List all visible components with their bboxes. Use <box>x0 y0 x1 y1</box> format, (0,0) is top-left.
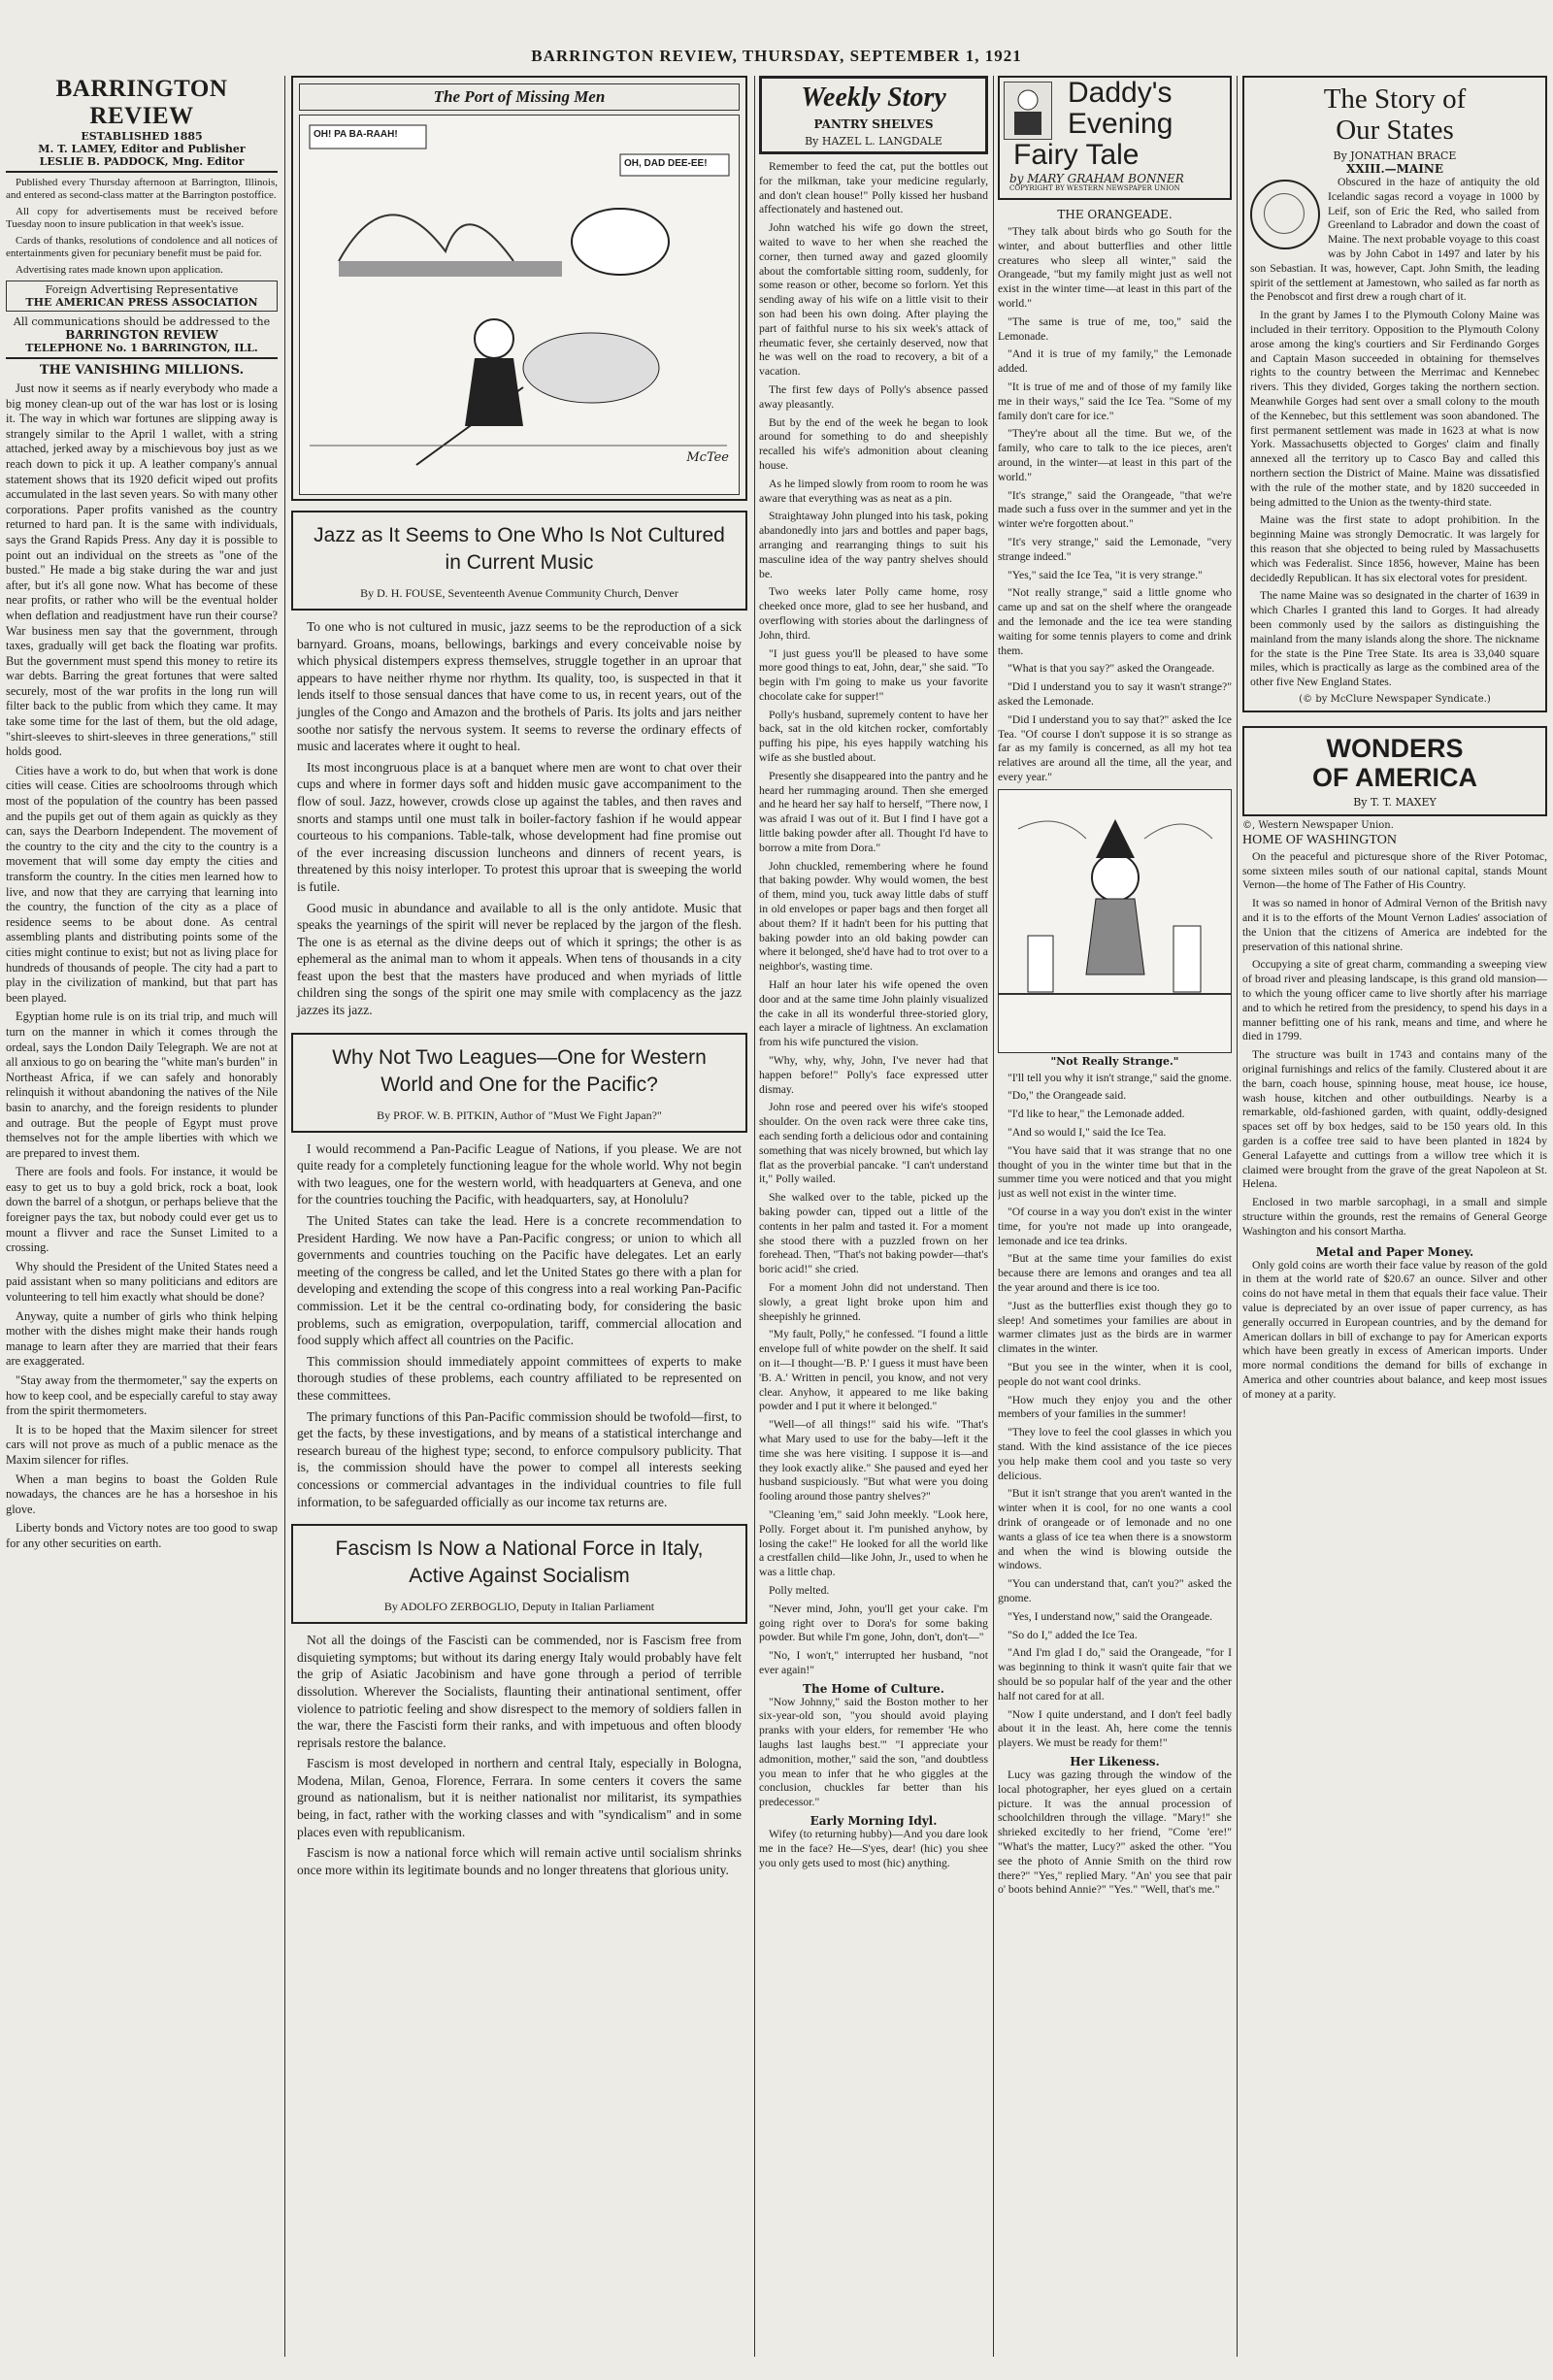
editorial-body <box>6 381 278 1552</box>
states-title-1: The Story of <box>1323 83 1467 115</box>
leagues-article-title: Why Not Two Leagues—One for Western World and One for the Pacific? <box>332 1045 707 1096</box>
paragraph: Just now it seems as if nearly everybody who made a big money clean-up out of the war has lost or is losing it. The way in which war fortunes are slipping away is strangely similar to the April 1 wallet, with a string attached, jerked away by a mischievous boy just as we reach down to pick it up. A leather company's annual statement shows that its 1920 deficit wiped out profits accumulated in the last seven years. So with many other corporations. Paper profits vanished as the country returned to hard pan. It is the same with individuals, says the Grand Rapids Press. Any day it is possible to point out an individual on the streets as "one of the busted." He made a big stake during the war and just after, but it's all gone now. What has become of these near profits, or rather who will be the eventual holder when deflation and readjustment have run their course? War business men say that the government, through taxes, gradually will get back the floating war profits. But the government must spend this money to retire its war debts. Barring the great fortunes that were salted securely, most of the war profits in the long run will filter back to the public from which they came. It may take some time for the last of them, but the old adage, "shirt-sleeves to shirt-sleeves in three generations," still holds good. <box>6 381 278 759</box>
paragraph: The United States can take the lead. Here is a concrete recommendation to President Harding. We now have a Pan-Pacific congress; or union to which all governments and countries touching on the Pacific have delegates. Let an early meeting of the congress be called, and let the United States go there with a plan for developing and extending the scope of this congress into a real working Pan-Pacific commission. Let it be the central co-ordinating body, for considering the basic problems, such as emigration, overpopulation, tariff, commercial allocation and food supply which affect all countries on the Pacific. <box>297 1213 742 1348</box>
comic-title: The Port of Missing Men <box>299 83 740 111</box>
paragraph: "What is that you say?" asked the Orangeade. <box>1008 662 1215 676</box>
established-line: ESTABLISHED 1885 <box>81 130 203 143</box>
editor-line: M. T. LAMEY, Editor and Publisher <box>38 143 246 155</box>
early-morning-text: Wifey (to returning hubby)—And you dare look me in the face? He—S'yes, dear! (hic) you shee you only gets used to most (hic) anything. <box>759 1828 988 1869</box>
rates-notice: Advertising rates made known upon application. <box>16 264 223 276</box>
fascism-article-body <box>297 1632 742 1878</box>
states-syndicate: (© by McClure Newspaper Syndicate.) <box>1299 693 1491 705</box>
fairy-tale-title-1: Daddy's <box>1068 77 1173 109</box>
paragraph: "And I'm glad I do," said the Orangeade, "for I was beginning to think it wasn't quite fair that we should be so popular half of the year and the other half not cared for at all. <box>998 1646 1232 1702</box>
paragraph: "You can understand that, can't you?" asked the gnome. <box>998 1577 1232 1604</box>
paragraph: "And so would I," said the Ice Tea. <box>1008 1126 1167 1140</box>
comic-signature: McTee <box>686 450 729 465</box>
orangeade-body-1 <box>998 225 1232 785</box>
paragraph: "Well—of all things!" said his wife. "That's what Mary used to use for the baby—left it the time she was here visiting. I suppose it is—and they look exactly alike." She paused and eyed her husband suspiciously. "But what were you doing fooling around those pantry shelves?" <box>759 1418 988 1504</box>
fairy-tale-header <box>998 76 1232 200</box>
foreign-rep-name: THE AMERICAN PRESS ASSOCIATION <box>25 296 258 309</box>
metal-money-text: Only gold coins are worth their face value by reason of the gold in them at the world rate of $20.67 an ounce. Silver and other coins do not have metal in them that equals their face value. Their value is depreciated by an over issue of paper currency, as has generally occurred in European countries, and by the demand for American dollars in bill of exchange to pay for American exports which have been greatly in excess of American imports. Under more normal conditions the demand for bills of exchange in America and other countries about balance, and keep most issues of money at a parity. <box>1242 1258 1547 1401</box>
states-byline: By JONATHAN BRACE <box>1333 149 1457 162</box>
paragraph: Remember to feed the cat, put the bottles out for the milkman, take your medicine regularly, and don't clean house!" Polly kissed her husband affectionately and hastened out. <box>759 160 988 216</box>
paragraph: To one who is not cultured in music, jazz seems to be the reproduction of a sick barnyard. Groans, moans, bellowings, barkings and every conceivable noise by which physical distempers express themselves, struggle together in an uproar that appears to have neither rhyme nor rhythm. Its quality, too, is suspected in that it lends itself to those sensual dances that have come to us, in recent years, out of the jungles of the Congo and Amazon and the brothels of Paris. Its jolts and jars neither soothe nor satisfy the nervous system. It seems to reverse the ordinary effects of music and lacerates where it ought to heal. <box>297 619 742 754</box>
weekly-story-subtitle: PANTRY SHELVES <box>813 117 934 131</box>
paragraph: "Yes, I understand now," said the Orangeade. <box>1008 1609 1213 1623</box>
paragraph: As he limped slowly from room to room he was aware that everything was as neat as a pin. <box>759 477 988 505</box>
fascism-article-title: Fascism Is Now a National Force in Italy, Active Against Socialism <box>335 1537 704 1588</box>
paragraph: Liberty bonds and Victory notes are too good to swap for any other securities on earth. <box>6 1521 278 1550</box>
paragraph: "The same is true of me, too," said the Lemonade. <box>998 314 1232 343</box>
paragraph: "Why, why, why, John, I've never had that happen before!" Polly's face expressed utter dismay. <box>759 1054 988 1096</box>
paragraph: Its most incongruous place is at a banquet where men are wont to chat over their cups and where in former days soft and hidden music gave accompaniment to the flow of soul. Jazz, however, crowds close up against the tables, and then raves and snorts and stamps until one must talk in boiler-factory fashion if he would appear courteous to his companions. Table-talk, whose development had fine promise out of the ever increasing discussion luncheons and dinners of recent years, is threatened by this noisy interloper. To protest this uproar that is sweeping the world is futile. <box>297 759 742 894</box>
comic-panel <box>291 76 747 501</box>
paragraph: "I'd like to hear," the Lemonade added. <box>1008 1107 1185 1121</box>
leagues-article-title-box <box>291 1033 747 1133</box>
gnome-illustration <box>998 789 1232 1053</box>
maine-seal-icon <box>1250 180 1320 249</box>
paragraph: Two weeks later Polly came home, rosy cheeked once more, glad to see her husband, and overflowing with stories about the darlingness of John, third. <box>759 585 988 642</box>
paragraph: "Not really strange," said a little gnome who came up and sat on the shelf where the orangeade and the lemonade and the ice tea were standing waiting for some tennis players to come and drink them. <box>998 586 1232 657</box>
column-rule <box>754 76 755 2357</box>
wonders-title-2: OF AMERICA <box>1312 762 1477 792</box>
address-name: BARRINGTON REVIEW <box>65 328 218 342</box>
paragraph: "Just as the butterflies exist though they go to sleep! And sometimes your families are about in warmer climates just as the birds are in warmer climates in the winter. <box>998 1299 1232 1356</box>
paragraph: Cities have a work to do, but when that work is done cities will cease. Cities are schoolrooms through which most of the population of the country has been passed and the pupils get out of them again as quickly as they can, says the Dearborn Independent. The movement of the country to the city and the city to the country is a movement that will some day empty the cities and transform the country. In the cities men learned how to live, and now that they are carrying that learning into the country, the function of the city as a place of residence seems to be about done. As central assembling plants and distributing points some of the cities might continue to exist; but not as living place for hundreds of thousands of people. The city had a part to play in the civilization of mankind, but that part has been played. <box>6 763 278 1005</box>
her-likeness-title: Her Likeness. <box>1070 1754 1160 1768</box>
fascism-article-title-box <box>291 1524 747 1624</box>
paragraph: The first few days of Polly's absence passed away pleasantly. <box>759 382 988 411</box>
paragraph: "They talk about birds who go South for the winter, and about butterflies and other little creatures who sleep all winter," said the Orangeade, "but my family might just as well not exist in the winter time—at least in this part of the world." <box>998 225 1232 310</box>
paragraph: It was so named in honor of Admiral Vernon of the British navy and it is to the efforts of the Mount Vernon Ladies' association of the Union that the citizens of America are indebted for the preservation of this national shrine. <box>1242 897 1547 953</box>
editorial-title: THE VANISHING MILLIONS. <box>39 363 245 378</box>
paragraph: "Of course in a way you don't exist in the winter time, for you're not made up into orangeade, lemonade and ice tea drinks. <box>998 1206 1232 1247</box>
paragraph: "Do," the Orangeade said. <box>1008 1089 1127 1103</box>
paragraph: "It's very strange," said the Lemonade, "very strange indeed." <box>998 535 1232 563</box>
running-head: BARRINGTON REVIEW, THURSDAY, SEPTEMBER 1, 1921 <box>531 47 1022 65</box>
paragraph: Anyway, quite a number of girls who think helping mother with the dishes might make their hands rough manage to learn after they are married that their fears are exaggerated. <box>6 1308 278 1369</box>
jazz-article-byline: By D. H. FOUSE, Seventeenth Avenue Community Church, Denver <box>360 586 678 600</box>
paragraph: Egyptian home rule is on its trial trip, and much will turn on the manner in which it comes through the ordeal, says the London Daily Telegraph. We are not at all anxious to go on bearing the "white man's burden" in Northeast Africa, if we can safely and honorably relinquish it without abandoning the natives of the Nile basin to anarchy, and the foreign residents to plunder and outrage. But the people of Egypt must prove themselves not for the ample liberties with which we are prepared to invest them. <box>6 1009 278 1160</box>
reader-icon <box>1004 82 1052 140</box>
paragraph: "But it isn't strange that you aren't wanted in the winter when it is cool, for no one wants a cool drink of orangeade or of lemonade and no one wants a glass of ice tea when there is a snowstorm and when the wind is blowing outside the windows. <box>998 1487 1232 1572</box>
paragraph: John rose and peered over his wife's stooped shoulder. On the oven rack were three cake tins, each sending forth a delicious odor and containing something that was nicely browned, but which lay flat as the proverbial pancake. "I can't understand it," Polly wailed. <box>759 1101 988 1186</box>
column-weekly-story <box>759 76 988 2357</box>
paragraph: On the peaceful and picturesque shore of the River Potomac, some sixteen miles south of our national capital, stands Mount Vernon—the home of The Father of His Country. <box>1242 849 1547 892</box>
jazz-article-title-box <box>291 511 747 611</box>
column-rule <box>284 76 285 2357</box>
paragraph: Maine was the first state to adopt prohibition. In the beginning Maine was strongly Democratic. It was largely for this reason that she objected to being ruled by Massachusetts which was Federalist. Since 1856, however, Maine has been decidedly Republican. It has six electoral votes for president. <box>1250 513 1539 584</box>
paragraph: John chuckled, remembering where he found that baking powder. Why would women, the best of them, mind you, tuck away little dabs of stuff in old envelopes or paper bags and then forget all about them? If it hadn't been for his putting that baking powder into an old baking powder can where it belonged, she'd have had to trot over to a neighbor's, wasting time. <box>759 859 988 974</box>
weekly-story-header <box>759 76 988 154</box>
paragraph: Polly melted. <box>769 1583 830 1597</box>
leagues-article-byline: By PROF. W. B. PITKIN, Author of "Must We Fight Japan?" <box>377 1107 662 1122</box>
paragraph: "You have said that it was strange that no one thought of you in the winter time but that in the summer time you were noticed and that you might just as well not exist in the winter time. <box>998 1143 1232 1201</box>
her-likeness-text: Lucy was gazing through the window of the local photographer, her eyes glued on a certain picture. It was the annual procession of schoolchildren through the village. "Mary!" she shrieked excitedly to her friend, "Come 'ere!" "What's the matter, Lucy?" asked the other. "You see the photo of Annie Smith on the third row there?" "Yes," replied Mary. "An' you see that pair o' boots behind Annie?" "Yes." "Well, that's me." <box>998 1768 1232 1897</box>
paragraph: Half an hour later his wife opened the oven door and at the same time John plainly visualized the cake in all its wonderful three-storied glory, each layer a miracle of lightness. An exclamation from his wife punctured the vision. <box>759 978 988 1049</box>
wonders-body <box>1242 850 1547 1240</box>
metal-money-title: Metal and Paper Money. <box>1315 1244 1474 1259</box>
comic-bubble-right: OH, DAD DEE-EE! <box>624 158 708 169</box>
paragraph: Fascism is now a national force which will remain active until socialism shrinks once more within its legitimate bounds and no longer threatens that glorious unity. <box>297 1845 742 1877</box>
paragraph: I would recommend a Pan-Pacific League of Nations, if you please. We are not quite ready for a completely functioning league for the whole world. Why not begin with two leagues, one for the western world, with headquarters at Geneva, and one for the countries touching the Pacific, with headquarters, say, at Honolulu? <box>297 1140 742 1207</box>
early-morning-title: Early Morning Idyl. <box>810 1814 938 1829</box>
paragraph: "But you see in the winter, when it is cool, people do not want cool drinks. <box>998 1361 1232 1388</box>
column-rule <box>993 76 994 2357</box>
gnome-drawing <box>999 790 1231 1052</box>
paragraph: When a man begins to boast the Golden Rule nowadays, the chances are he has a horseshoe in his glove. <box>6 1471 278 1516</box>
paragraph: Enclosed in two marble sarcophagi, in a small and simple structure within the grounds, rest the remains of General George Washington and his consort Martha. <box>1242 1196 1547 1238</box>
paragraph: It is to be hoped that the Maxim silencer for street cars will not prove as much of a public menace as the Maxim silencer for rifles. <box>6 1422 278 1467</box>
column-masthead <box>6 76 278 2357</box>
gnome-caption: "Not Really Strange." <box>1050 1054 1179 1068</box>
manager-line: LESLIE B. PADDOCK, Mng. Editor <box>6 155 278 173</box>
paragraph: Occupying a site of great charm, commanding a sweeping view of broad river and pleasing landscape, is this grand old mansion—to which the young officer came to live shortly after his marriage and to which he retired from the presidency, to spend his days in a manner befitting one of his rank, means and time, and where he died in 1799. <box>1242 958 1547 1043</box>
leagues-article-body <box>297 1140 742 1510</box>
paragraph: This commission should immediately appoint committees of experts to make thorough studies of these problems, each country affiliated to be represented on these committees. <box>297 1353 742 1403</box>
fairy-tale-byline: by MARY GRAHAM BONNER <box>1009 172 1184 185</box>
column-rule <box>1237 76 1238 2357</box>
paragraph: "And it is true of my family," the Lemonade added. <box>998 347 1232 376</box>
paragraph: For a moment John did not understand. Then slowly, a great light broke upon him and sheepishly he grinned. <box>759 1280 988 1323</box>
fairy-tale-copyright: COPYRIGHT BY WESTERN NEWSPAPER UNION <box>1009 184 1180 192</box>
states-chapter: XXIII.—MAINE <box>1346 162 1443 176</box>
paragraph: Straightaway John plunged into his task, poking abandonedly into jars and bottles and paper bags, arranging and rearranging things to suit his masculine idea of the way pantry shelves should be. <box>759 510 988 580</box>
paragraph: Good music in abundance and available to all is the only antidote. Music that speaks the yearnings of the spirit will never be replaced by the jargon of the flesh. The one is as eternal as the divine deeps out of which it springs; the other is as ephemeral as the animal man to whom it appeals. When tens of thousands in a city feast upon the best that the masters have produced and when myriads of little children sing the songs of the spirit one may smile with complacency as the jazz jazzes its jazz. <box>297 900 742 1018</box>
weekly-story-title: Weekly Story <box>801 83 946 113</box>
cards-notice: Cards of thanks, resolutions of condolence and all notices of entertainments given for pecuniary benefit must be paid for. <box>6 235 278 259</box>
states-title-2: Our States <box>1336 115 1454 146</box>
jazz-article-body <box>297 618 742 1019</box>
comic-bubble-left: OH! PA BA-RAAH! <box>314 129 398 140</box>
maine-story-body <box>1250 176 1539 690</box>
orangeade-body-2 <box>998 1072 1232 1751</box>
foreign-rep-label: Foreign Advertising Representative <box>45 283 239 296</box>
paragraph: "Yes," said the Ice Tea, "it is very strange." <box>1008 568 1203 581</box>
paragraph: Obscured in the haze of antiquity the old Icelandic sagas record a voyage in 1000 by Leif, son of Eric the Red, who sailed from Greenland to Labrador and down the coast of Maine. The next probable voyage to this coast was by John Cabot in 1497 and later by his son Sebastian. It was, however, Capt. John Smith, the leading spirit of the settlement at Jamestown, who sailed as far north as the Penobscot and first drew a rough chart of it. <box>1250 176 1539 304</box>
paragraph: But by the end of the week he began to look around for something to do and sheepishly recalled his wife's admonition about cleaning house. <box>759 415 988 472</box>
wonders-byline: By T. T. MAXEY <box>1353 795 1437 809</box>
jazz-article-title: Jazz as It Seems to One Who Is Not Cultured in Current Music <box>314 524 725 574</box>
paragraph: "Stay away from the thermometer," say the experts on how to keep cool, and be especially careful to stay away from the spirit thermometers. <box>6 1373 278 1418</box>
fascism-article-byline: By ADOLFO ZERBOGLIO, Deputy in Italian Parliament <box>383 1600 655 1614</box>
wonders-title-1: WONDERS <box>1326 733 1464 763</box>
foreign-rep-box <box>6 281 278 312</box>
paragraph: In the grant by James I to the Plymouth Colony Maine was included in their territory. Opposition to the Plymouth Colony arose among the king's courtiers and Sir Ferdinando Gorges and Captain Mason succeeded in obtaining for themselves rights to the country between the Merrimac and Kennebec rivers. This they divided, Gorges taking the northern section. Meanwhile Gorges had sent over a small colony to the mouth of the Kennebec, but this settlement was soon abandoned. The first permanent settlement was made in 1623 at what is now York. Massachusetts objected to Gorges' claim and finally annexed all the territory up to Casco Bay and called this northern section the District of Maine. Maine was dissatisfied with the rule of the mother state, and by 1820 succeeded in being admitted to the Union as the twenty-third state. <box>1250 309 1539 509</box>
paragraph: "Never mind, John, you'll get your cake. I'm going right over to Dora's for some baking powder. But while I'm gone, John, don't, don't—" <box>759 1602 988 1644</box>
weekly-story-body <box>759 160 988 1678</box>
column-states <box>1242 76 1547 2357</box>
paragraph: Fascism is most developed in northern and central Italy, especially in Bologna, Modena, Milan, Genoa, Florence, Ferrara. In some centers it covers the same ground as nationalism, but it is neither nationalist nor militarist, its sympathies being, in fact, rather with the working classes and with "syndicalism" and in some places even with republicanism. <box>297 1756 742 1839</box>
paragraph: "Did I understand you to say it wasn't strange?" asked the Lemonade. <box>998 680 1232 708</box>
comic-drawing <box>300 116 740 494</box>
paragraph: Polly's husband, supremely content to have her back, sat in the old kitchen rocker, comfortably puffing his pipe, his eyes happily watching his wife as she bustled about. <box>759 708 988 765</box>
paragraph: "It's strange," said the Orangeade, "that we're made such a fuss over in the summer and yet in the winter we're forgotten about." <box>998 488 1232 531</box>
paragraph: "So do I," added the Ice Tea. <box>1008 1628 1138 1641</box>
story-of-states-box <box>1242 76 1547 712</box>
wonders-article-title: HOME OF WASHINGTON <box>1242 832 1397 847</box>
column-fairy-tale <box>998 76 1232 2357</box>
paragraph: The structure was built in 1743 and contains many of the original furnishings and relics of the family. Clustered about it are the barn, coach house, spinning house, meat house, ice house, wash house, kitchen and other outbuildings. Nearby is a remarkable, old-fashioned garden, with quaint, oddly-designed spaces set off by box hedges, said to be 150 years old. In this garden is a coffee tree said to have been planted in 1824 by General Lafayette and cuttings from a willow tree which it is claimed were brought from the grave of the great Napoleon at St. Helena. <box>1242 1048 1547 1191</box>
home-of-culture-text: "Now Johnny," said the Boston mother to her six-year-old son, "you should avoid playing pranks with your elders, for remember 'He who laughs last laughs best.'" "I appreciate your admonition, mother," said the son, "and doubtless you mean to infer that he who giggles at the conclusion, chuckles far better than his predecessor." <box>759 1695 988 1809</box>
paragraph: The primary functions of this Pan-Pacific commission should be twofold—first, to get the facts, by these investigations, and by means of a statistical interchange and research bureau of the highest type; second, to enforce compulsory publicity. That is, the commission should have the power to compel all interests seeking concessions or commercial advantages in the individual countries to file full information, to be safeguarded officially as our income tax returns are. <box>297 1408 742 1509</box>
paragraph: "I'll tell you why it isn't strange," said the gnome. <box>1008 1071 1232 1084</box>
paragraph: John watched his wife go down the street, waited to wave to her when she reached the corner, then turned away and gazed gloomily about the comfortable sitting room, suddenly, for some reason or other, become so forlorn. Yet this sending away of his wife on a little visit to their son had been his own doing. After playing the part of faithful nurse to his six week's attack of rheumatic fever, she certainly deserved, now that he was well on the road to recovery, a bit of a vacation. <box>759 221 988 379</box>
address-notice: All communications should be addressed to the <box>13 315 271 328</box>
telephone-line: TELEPHONE No. 1 BARRINGTON, ILL. <box>6 342 278 359</box>
wonders-copyright: ©, Western Newspaper Union. <box>1242 819 1394 831</box>
paragraph: "How much they enjoy you and the other members of your families in the summer! <box>998 1393 1232 1421</box>
paragraph: "Cleaning 'em," said John meekly. "Look here, Polly. Forget about it. I'm punished anyhow, by losing the cake!" He looked for all the world like a crestfallen child—like John, Jr., used to when he was a little chap. <box>759 1507 988 1579</box>
paragraph: "No, I won't," interrupted her husband, "not ever again!" <box>759 1649 988 1676</box>
paper-name: BARRINGTON REVIEW <box>55 76 228 129</box>
paragraph: "My fault, Polly," he confessed. "I found a little envelope full of white powder on the shelf. It said on it—I thought—'B. P.' I guess it must have been 'B. A.' Written in pencil, you know, and not very clear. Anyhow, it appeared to me like baking powder and I put it where it belonged." <box>759 1328 988 1413</box>
home-of-culture-title: The Home of Culture. <box>803 1681 944 1696</box>
publication-notice: Published every Thursday afternoon at Barrington, Illinois, and entered as second-class matter at the Barrington postoffice. <box>6 177 278 201</box>
paragraph: "They love to feel the cool glasses in which you stand. With the kind assistance of the ice pieces you help make them cool and you taste so very delicious. <box>998 1426 1232 1482</box>
paragraph: "Did I understand you to say that?" asked the Ice Tea. "Of course I don't suppose it is so strange as far as my family is concerned, as all my hot tea relatives are around all the time, all the year, and every year." <box>998 712 1232 783</box>
paragraph: Presently she disappeared into the pantry and he heard her rummaging around. Then she emerged and he heard her say half to herself, "There now, I was afraid I was out of it. But I find I have got a little baking powder after all. Thought I'd have to borrow a mite from Dora." <box>759 769 988 854</box>
paragraph: "I just guess you'll be pleased to have some more good things to eat, John, dear," she said. "To begin with I'm going to make us your favorite chocolate cake for supper!" <box>759 646 988 703</box>
paragraph: Not all the doings of the Fascisti can be commended, nor is Fascism free from disquieting symptoms; but without its daring energy Italy would probably have felt the grip of Asiatic Jacobinism and have gone through a period of terrible dissolution. Wherever the Socialists, flaunting their antinational sentiment, offer violence to patriotic feeling and show disrespect to the memory of soldiers fallen in the war, there the Fascisti form their ranks, and with impetuous and often bloody reprisals restore the balance. <box>297 1633 742 1750</box>
orangeade-title: THE ORANGEADE. <box>1057 208 1173 221</box>
column-features <box>291 76 747 2357</box>
paragraph: "But at the same time your families do exist because there are lemons and oranges and tea all the year around and there is ice too. <box>998 1252 1232 1295</box>
paragraph: "They're about all the time. But we, of the family, who care to talk to the ice pieces, aren't around, in the winter—at least in this part of the world." <box>998 427 1232 483</box>
paragraph: She walked over to the table, picked up the baking powder can, tipped out a little of the contents in her palm and tasted it. For a moment she stood there with a puzzled frown on her forehead. Then, "That's not baking powder—that's boric acid!" she cried. <box>759 1191 988 1276</box>
fairy-tale-title-2: Evening <box>1068 108 1173 140</box>
wonders-header <box>1242 726 1547 816</box>
paragraph: Why should the President of the United States need a paid assistant when so many politicians and editors are volunteering to tell him exactly what should be done? <box>6 1259 278 1305</box>
fairy-tale-title-3: Fairy Tale <box>1013 139 1140 171</box>
comic-illustration <box>299 115 740 495</box>
paragraph: The name Maine was so designated in the charter of 1639 in which Charles I granted this land to Gorges. It had already been commonly used by the sailors as distinguishing the mainland from the many islands along the shore. The nickname for the state is the Pine Tree State. Its area is 33,040 square miles, which is practically as large as the combined area of the other five New England States. <box>1250 589 1539 689</box>
paragraph: "Now I quite understand, and I don't feel badly about it in the least. Ah, here come the tennis players. We must be ready for them!" <box>998 1707 1232 1750</box>
paragraph: "It is true of me and of those of my family like me in their ways," said the Ice Tea. "Some of my family don't care for ice." <box>998 380 1232 422</box>
weekly-story-byline: By HAZEL L. LANGDALE <box>805 135 942 148</box>
copy-notice: All copy for advertisements must be received before Tuesday noon to insure publication in that week's issue. <box>6 206 278 230</box>
paragraph: There are fools and fools. For instance, it would be easy to get us to buy a gold brick, rock a boat, look down the barrel of a shotgun, or perhaps believe that the foreigner pays the tax, but nobody could ever get us to mount a flivver and race the Sunset Limited to a crossing. <box>6 1165 278 1255</box>
